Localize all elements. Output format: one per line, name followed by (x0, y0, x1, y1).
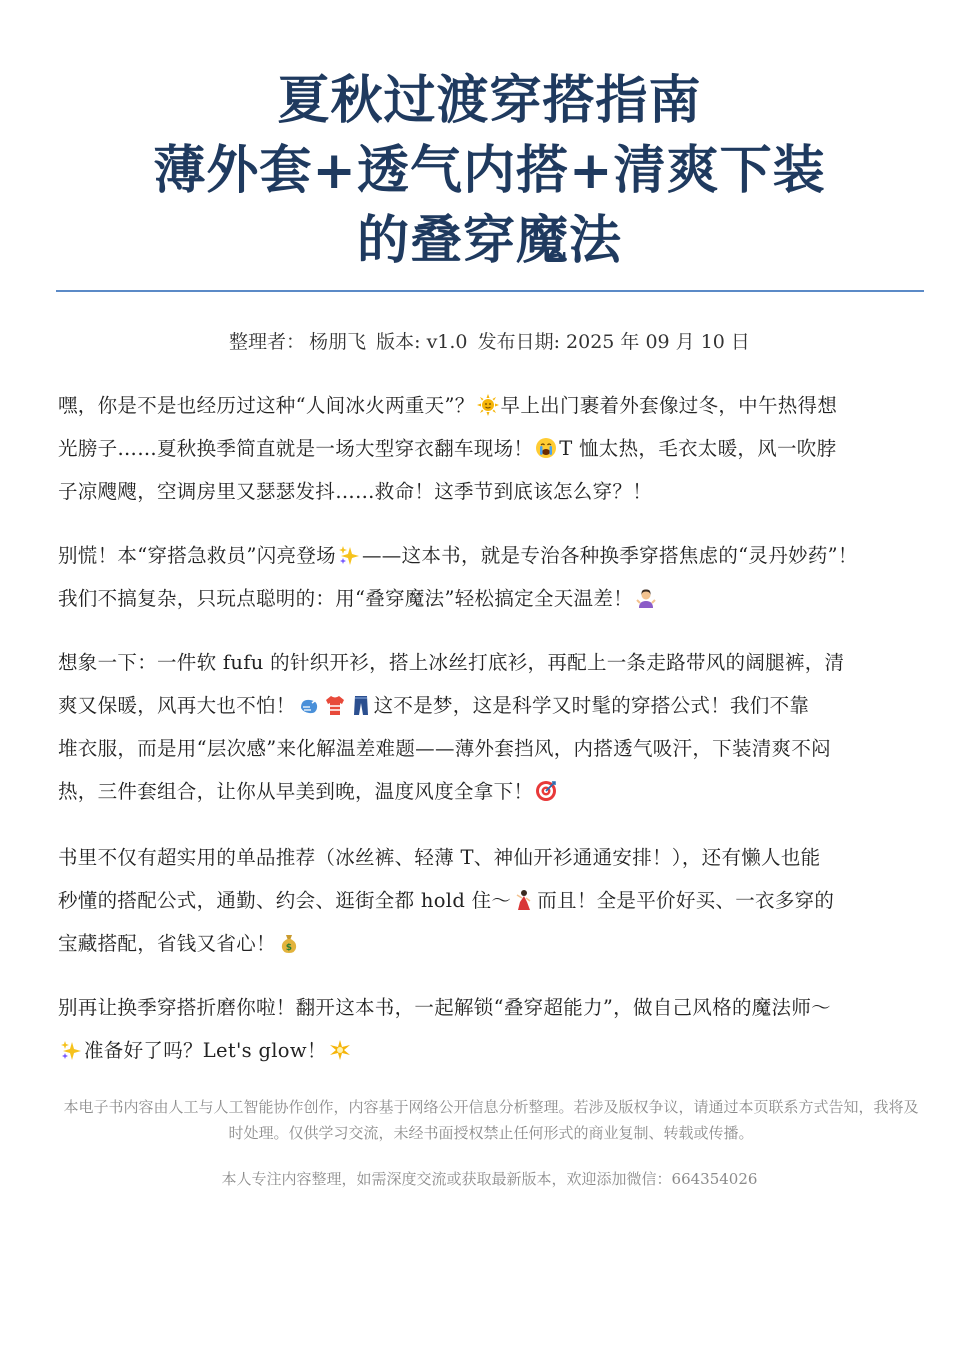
star-burst-icon (329, 1039, 351, 1061)
sparkles-icon (60, 1039, 82, 1061)
dancer-icon (513, 889, 535, 911)
text-segment: 早上出门裹着外套像过冬，中午热得想 (500, 394, 838, 417)
text-segment: 爽又保暖，风再大也不怕！ (58, 694, 296, 717)
text-segment: 热，三件套组合，让你从早美到晚，温度风度全拿下！ (58, 780, 534, 803)
paragraph-line (58, 684, 924, 727)
jeans-icon (350, 694, 372, 716)
publish-date: 发布日期: 2025 年 09 月 10 日 (477, 331, 750, 353)
text-segment: 光膀子……夏秋换季简直就是一场大型穿衣翻车现场！ (58, 437, 534, 460)
person-shrugging-icon (635, 587, 657, 609)
editor-label: 整理者： (229, 331, 306, 353)
title-line-3: 的叠穿魔法 (356, 211, 622, 271)
text-segment: 这不是梦，这是科学又时髦的穿搭公式！我们不靠 (373, 694, 810, 717)
title-divider (56, 290, 924, 292)
paragraph-line: 堆衣服，而是用“层次感”来化解温差难题——薄外套挡风，内搭透气吸汗，下装清爽不闷 (58, 737, 831, 760)
contact-info: 本人专注内容整理，如需深度交流或获取最新版本，欢迎添加微信：664354026 (221, 1170, 758, 1188)
paragraph-2 (58, 534, 924, 620)
paragraph-line (58, 770, 924, 813)
paragraph-line (58, 879, 924, 922)
target-icon (535, 780, 557, 802)
paragraph-4 (58, 836, 924, 965)
version-info: 版本: v1.0 (376, 331, 468, 353)
title-line-2: 薄外套+透气内搭+清爽下装 (153, 141, 826, 201)
text-segment: 而且！全是平价好买、一衣多穿的 (537, 889, 835, 912)
money-bag-icon (278, 932, 300, 954)
paragraph-line: 想象一下：一件软 fufu 的针织开衫，搭上冰丝打底衫，再配上一条走路带风的阔腿裤，清 (58, 651, 845, 674)
wind-icon (298, 694, 320, 716)
editor-name: 杨朋飞 (309, 331, 367, 353)
title-line-1: 夏秋过渡穿搭指南 (277, 71, 702, 131)
paragraph-line (58, 922, 924, 965)
text-segment: 准备好了吗？Let's glow！ (84, 1039, 327, 1062)
sun-face-icon (477, 394, 499, 416)
paragraph-line: 书里不仅有超实用的单品推荐（冰丝裤、轻薄 T、神仙开衫通通安排！），还有懒人也能 (58, 846, 821, 869)
text-segment: 嘿，你是不是也经历过这种“人间冰火两重天”？ (58, 394, 475, 417)
paragraph-line (58, 1029, 924, 1072)
paragraph-line: 子凉飕飕，空调房里又瑟瑟发抖……救命！这季节到底该怎么穿？！ (58, 480, 653, 503)
paragraph-5 (58, 986, 924, 1072)
text-segment: T 恤太热，毛衣太暖，风一吹脖 (559, 437, 837, 460)
text-segment: ——这本书，就是专治各种换季穿搭焦虑的“灵丹妙药”！ (361, 544, 858, 567)
paragraph-line (58, 384, 924, 427)
text-segment: 宝藏搭配，省钱又省心！ (58, 932, 276, 955)
svg-text:$: $ (285, 943, 293, 953)
paragraph-3 (58, 641, 924, 813)
copyright-disclaimer: 本电子书内容由人工与人工智能协作创作，内容基于网络公开信息分析整理。若涉及版权争议，请通过本页联系方式告知，我将及时处理。仅供学习交流，未经书面授权禁止任何形式的商业复制、转载或传播。 (63, 1098, 919, 1142)
text-segment: 我们不搞复杂，只玩点聪明的：用“叠穿魔法”轻松搞定全天温差！ (58, 587, 633, 610)
crying-face-icon (535, 437, 557, 459)
text-segment: 秒懂的搭配公式，通勤、约会、逛街全都 hold 住～ (58, 889, 512, 912)
shirt-icon (324, 694, 346, 716)
paragraph-line (58, 534, 924, 577)
sparkles-icon (338, 544, 360, 566)
document-meta (0, 326, 979, 358)
document-title (0, 66, 979, 276)
paragraph-line (58, 427, 924, 470)
paragraph-1 (58, 384, 924, 513)
text-segment: 别慌！本“穿搭急救员”闪亮登场 (58, 544, 336, 567)
paragraph-line (58, 577, 924, 620)
paragraph-line: 别再让换季穿搭折磨你啦！翻开这本书，一起解锁“叠穿超能力”，做自己风格的魔法师～ (58, 996, 831, 1019)
